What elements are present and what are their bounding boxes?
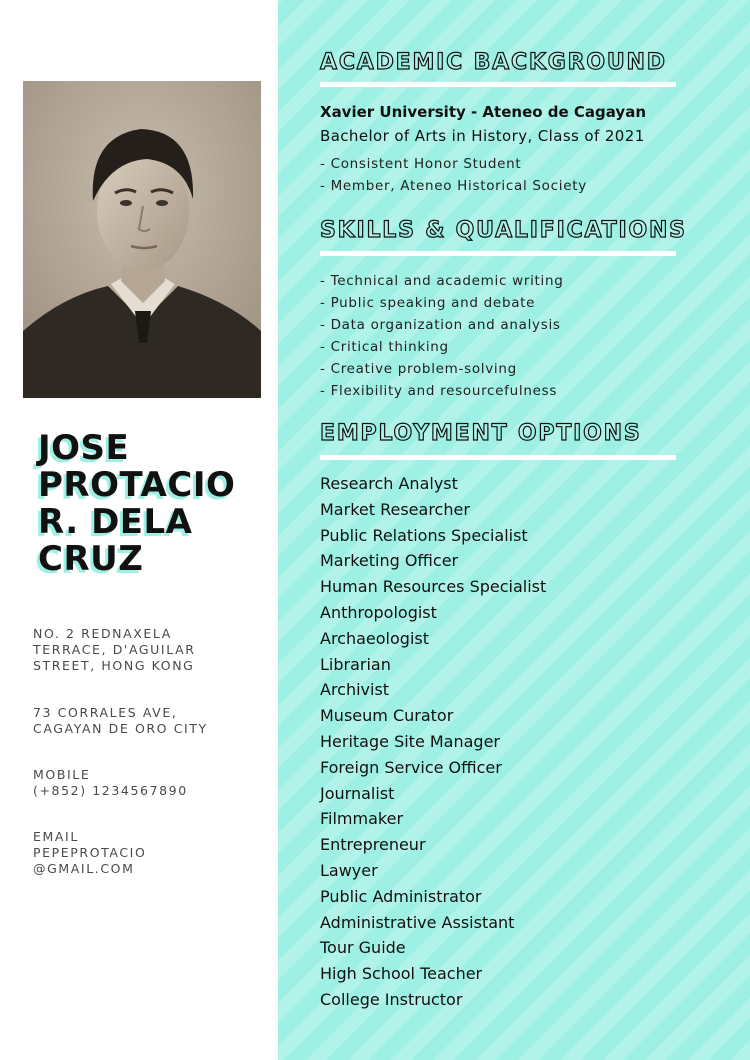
- list-item: - Member, Ateneo Historical Society: [320, 178, 587, 194]
- list-item: - Consistent Honor Student: [320, 156, 522, 172]
- mobile-label: MOBILE: [33, 767, 91, 782]
- list-item: Administrative Assistant: [320, 912, 515, 932]
- list-item: - Flexibility and resourcefulness: [320, 383, 558, 399]
- list-item: Anthropologist: [320, 602, 437, 622]
- address-line: NO. 2 REDNAXELA: [33, 626, 172, 641]
- employment-heading: EMPLOYMENT OPTIONS: [320, 421, 642, 446]
- list-item: - Critical thinking: [320, 339, 449, 355]
- list-item: Entrepreneur: [320, 835, 426, 855]
- list-item: Market Researcher: [320, 499, 470, 519]
- section-divider: [320, 251, 676, 256]
- list-item: Lawyer: [320, 860, 378, 880]
- list-item: Filmmaker: [320, 809, 404, 829]
- name-line: R. DELA: [38, 502, 193, 542]
- list-item: Human Resources Specialist: [320, 577, 547, 597]
- list-item: Research Analyst: [320, 474, 458, 493]
- email-address: PEPEPROTACIO: [33, 845, 147, 860]
- academic-notes: [320, 153, 587, 197]
- list-item: - Creative problem-solving: [320, 361, 517, 377]
- list-item: Librarian: [320, 654, 391, 674]
- address-hong-kong: [33, 626, 273, 674]
- candidate-name: [38, 430, 270, 578]
- address-line: TERRACE, D'AGUILAR: [33, 642, 196, 657]
- mobile-number: (+852) 1234567890: [33, 783, 188, 798]
- mobile-contact: [33, 767, 273, 799]
- list-item: College Instructor: [320, 989, 463, 1009]
- section-divider: [320, 82, 676, 87]
- employment-list: [320, 471, 546, 1013]
- degree: Bachelor of Arts in History, Class of 2021: [320, 127, 645, 145]
- list-item: - Technical and academic writing: [320, 273, 564, 289]
- list-item: Museum Curator: [320, 706, 454, 726]
- name-line: PROTACIO: [38, 465, 236, 505]
- list-item: - Data organization and analysis: [320, 317, 561, 333]
- list-item: Archivist: [320, 680, 390, 700]
- list-item: Archaeologist: [320, 628, 429, 648]
- address-line: CAGAYAN DE ORO CITY: [33, 721, 208, 736]
- list-item: Foreign Service Officer: [320, 757, 502, 777]
- list-item: - Public speaking and debate: [320, 295, 536, 311]
- address-line: STREET, HONG KONG: [33, 658, 195, 673]
- skills-list: [320, 270, 564, 402]
- email-label: EMAIL: [33, 829, 79, 844]
- address-line: 73 CORRALES AVE,: [33, 705, 178, 720]
- portrait-illustration: [23, 81, 261, 398]
- list-item: Heritage Site Manager: [320, 731, 500, 751]
- list-item: Public Relations Specialist: [320, 525, 528, 545]
- email-address: @GMAIL.COM: [33, 861, 135, 876]
- name-line: CRUZ: [38, 539, 144, 579]
- list-item: Tour Guide: [320, 938, 406, 958]
- skills-heading: SKILLS & QUALIFICATIONS: [320, 218, 687, 243]
- academic-heading: ACADEMIC BACKGROUND: [320, 50, 667, 75]
- email-contact: [33, 829, 273, 877]
- name-line: JOSE: [38, 428, 130, 468]
- list-item: Public Administrator: [320, 886, 482, 906]
- profile-photo: [23, 81, 261, 398]
- list-item: Marketing Officer: [320, 551, 459, 571]
- list-item: High School Teacher: [320, 964, 483, 984]
- list-item: Journalist: [320, 783, 395, 803]
- left-column: [0, 0, 278, 1060]
- school-name: Xavier University - Ateneo de Cagayan: [320, 103, 647, 121]
- address-cagayan: [33, 705, 273, 737]
- section-divider: [320, 455, 676, 460]
